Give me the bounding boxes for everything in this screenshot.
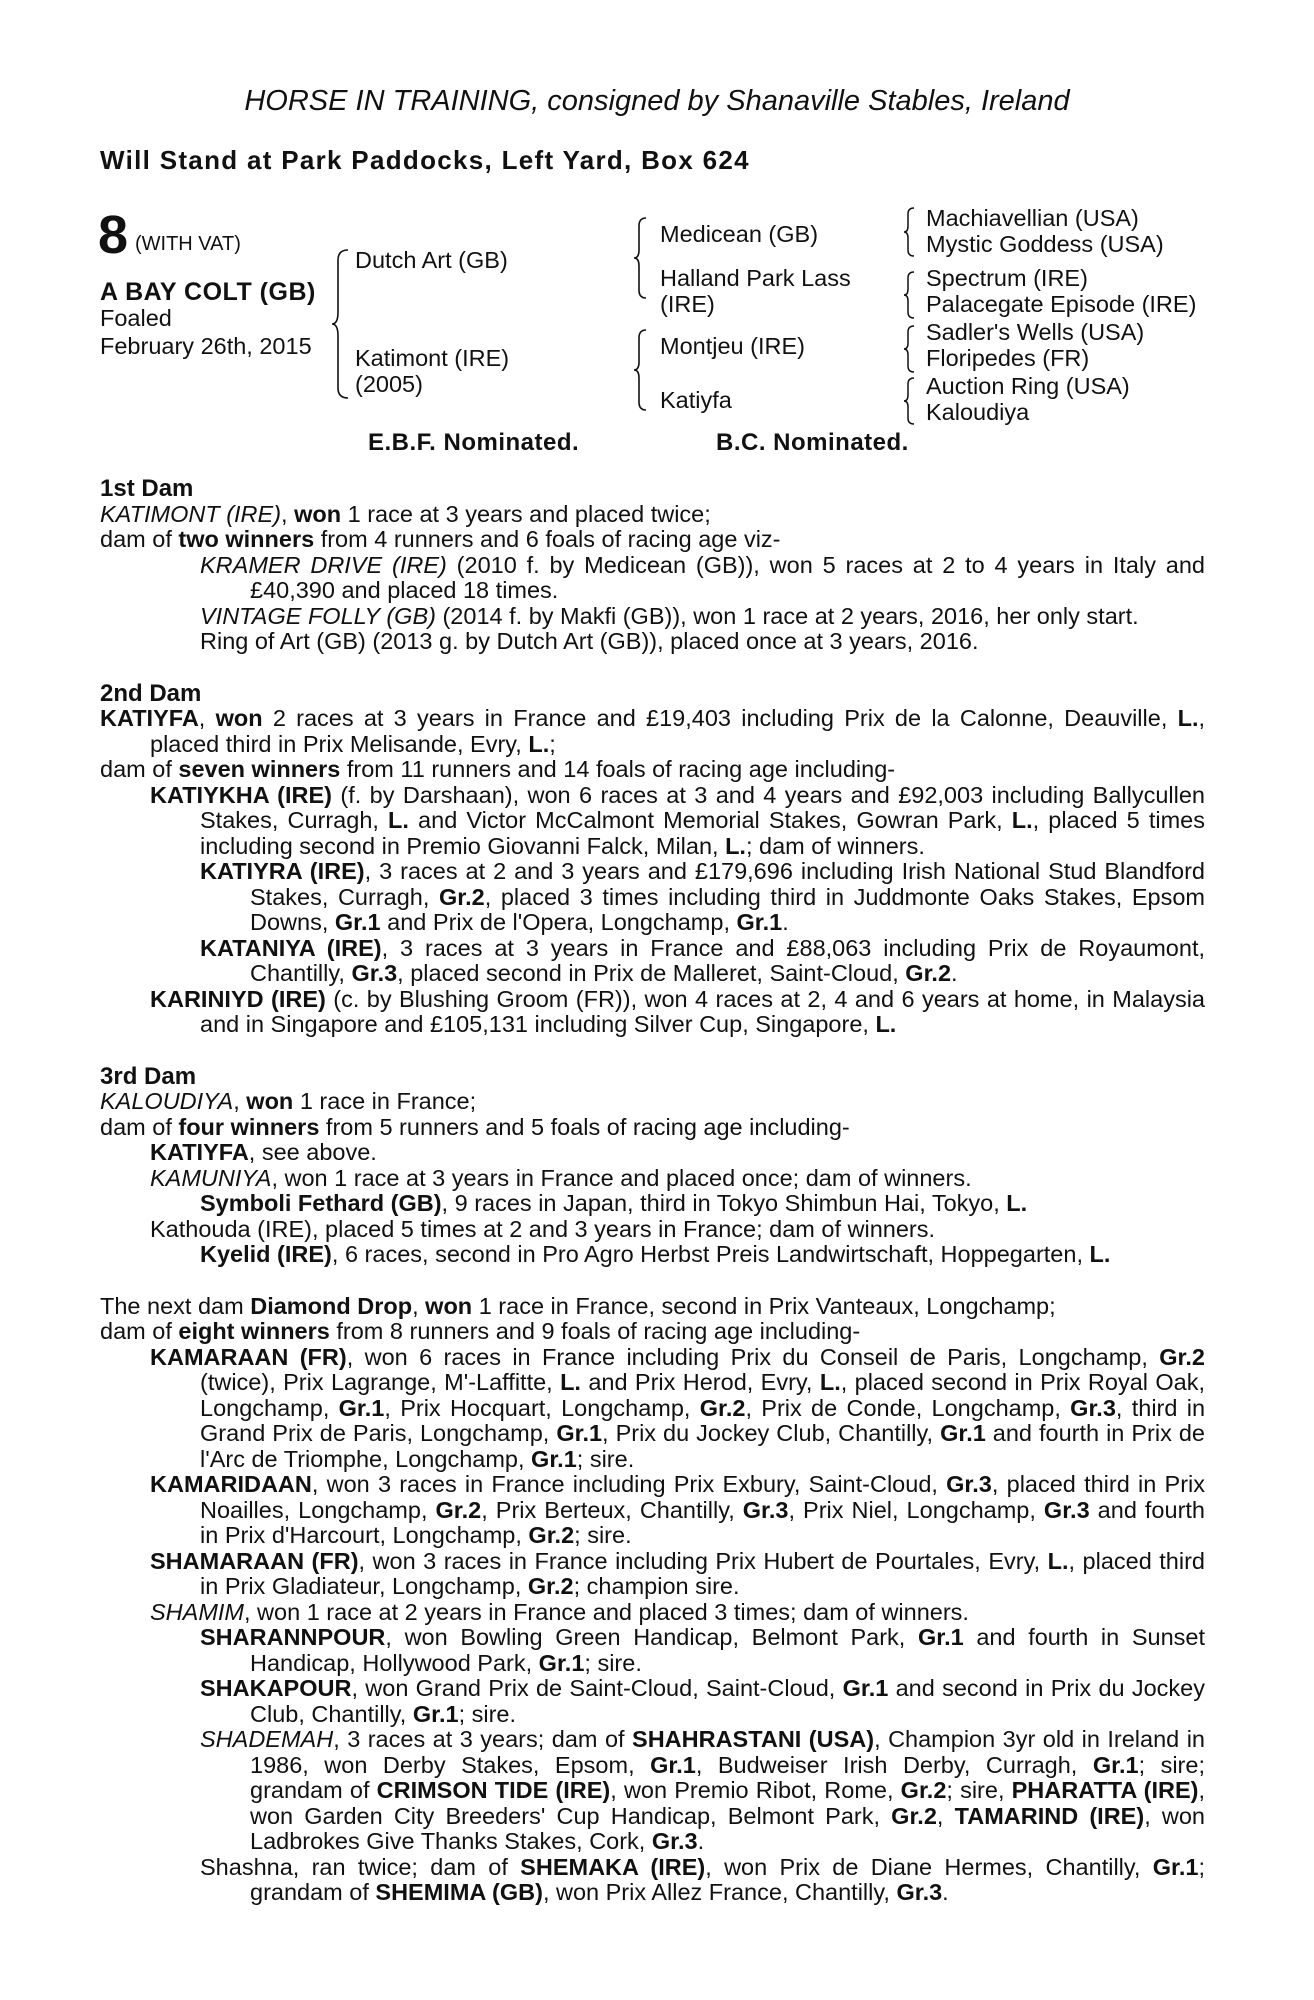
grade-label: Gr.1 (736, 909, 783, 935)
grade-label: Gr.2 (905, 960, 952, 986)
text: (f. by Darshaan), won 6 races at 3 and 4 years and £92,003 including Ballycullen Stakes, Curragh, (200, 781, 1206, 833)
text: The next dam (100, 1292, 251, 1319)
third-dam-line (100, 1089, 1205, 1115)
text: and Prix Herod, Evry, (580, 1369, 820, 1395)
horse-name: KATIYFA (100, 705, 199, 731)
dam: Katimont (IRE) (355, 345, 510, 371)
pedigree-brace-sire (632, 216, 650, 300)
text: and Victor McCalmont Memorial Stakes, Gowran Park, (408, 807, 1012, 833)
text: , see above. (248, 1139, 377, 1165)
listed-label: L. (1177, 705, 1199, 731)
text-bold: won (425, 1292, 473, 1319)
pedigree-body (100, 476, 1205, 1932)
text: (twice), Prix Lagrange, M'-Laffitte, (200, 1369, 561, 1395)
produce-entry (100, 987, 1205, 1038)
dam-name: KALOUDIYA (100, 1088, 234, 1114)
text: , third in Grand Prix de Paris, Longchamp, (200, 1394, 1206, 1446)
listed-label: L. (388, 807, 409, 833)
produce-entry (100, 936, 1205, 987)
pedigree-gen3-1: Machiavellian (USA) (926, 205, 1139, 231)
text: , 3 races at 2 and 3 years and £179,696 including Irish National Stud Blandford Stakes, Curragh, (250, 858, 1205, 910)
sire-sire: Medicean (GB) (660, 221, 819, 247)
text-bold: won (215, 705, 263, 731)
text: 2 races at 3 years in France and £19,403 including Prix de la Calonne, Deauville, (262, 705, 1178, 731)
text: ; sire, (946, 1777, 1012, 1803)
first-dam-produce-intro (100, 527, 1205, 553)
page-title: HORSE IN TRAINING, consigned by Shanaville Stables, Ireland (244, 85, 1070, 117)
grade-label: Gr.1 (650, 1751, 696, 1778)
grade-label: Gr.2 (435, 1496, 482, 1523)
grade-label: Gr.2 (438, 883, 485, 910)
sire-dam: Halland Park Lass (660, 265, 851, 291)
text: . (951, 960, 958, 986)
listed-label: L. (528, 730, 550, 757)
text-bold: eight winners (178, 1318, 330, 1344)
grade-label: Gr.2 (528, 1522, 575, 1548)
text: (2014 f. by Makfi (GB)), won 1 race at 2 years, 2016, her only start. (435, 602, 1139, 629)
listed-label: L. (560, 1369, 581, 1395)
text: , won 1 race at 3 years in France and placed once; dam of winners. (271, 1164, 972, 1191)
text: dam of (100, 1318, 179, 1344)
text: ; sire. (584, 1649, 642, 1676)
text: 1 race in France; (293, 1088, 477, 1114)
listed-label: L. (1089, 1241, 1111, 1267)
text: from 8 runners and 9 foals of racing age including- (329, 1318, 861, 1344)
horse-name: KATIYRA (IRE) (200, 858, 365, 884)
pedigree-brace-3a (902, 206, 918, 258)
produce-entry (100, 1345, 1205, 1473)
horse-name: VINTAGE FOLLY (GB) (200, 602, 436, 629)
first-dam-line (100, 502, 1205, 528)
text: (2010 f. by Medicean (GB)), won 5 races at 2 to 4 years in Italy and £40,390 and placed 18 times. (250, 551, 1205, 603)
text: and fourth in Sunset Handicap, Hollywood Park, (250, 1624, 1206, 1676)
text: , placed second in Prix Royal Oak, Longchamp, (200, 1369, 1205, 1421)
horse-name: KATANIYA (IRE) (200, 934, 382, 961)
horse-name: SHARANNPOUR (200, 1624, 386, 1650)
text: dam of (100, 1113, 179, 1140)
grade-label: Gr.2 (891, 1802, 937, 1829)
grade-label: Gr.3 (1043, 1496, 1090, 1523)
text: and Prix de l'Opera, Longchamp, (380, 909, 737, 935)
next-dam-section (100, 1294, 1205, 1906)
text: 1 race in France, second in Prix Vanteaux, Longchamp; (472, 1292, 1056, 1319)
horse-name: A BAY COLT (GB) (100, 278, 316, 306)
text: ; sire. (576, 1445, 635, 1472)
dam-year: (2005) (355, 371, 423, 397)
text: , Prix Berteux, Chantilly, (481, 1496, 743, 1523)
text: and fourth in Prix d'Harcourt, Longchamp, (200, 1496, 1205, 1548)
text: from 5 runners and 5 foals of racing age including- (319, 1113, 850, 1140)
text: ; grandam of (250, 1853, 1205, 1905)
produce-entry (100, 553, 1205, 604)
listed-label: L. (1006, 1190, 1028, 1216)
text: , (412, 1292, 426, 1319)
produce-entry (100, 1676, 1205, 1727)
horse-name: SHAMARAAN (FR) (150, 1547, 359, 1574)
produce-entry (100, 859, 1205, 936)
pedigree-gen3-2: Mystic Goddess (USA) (926, 231, 1164, 257)
horse-name: KARINIYD (IRE) (150, 985, 326, 1012)
grade-label: Gr.1 (917, 1624, 964, 1650)
horse-name: SHAMIM (150, 1598, 244, 1625)
grade-label: Gr.2 (527, 1573, 574, 1599)
horse-name: CRIMSON TIDE (IRE) (376, 1777, 611, 1803)
horse-name: KAMUNIYA (150, 1164, 272, 1191)
text: , 3 races at 3 years in France and £88,063 including Prix de Royaumont, Chantilly, (250, 934, 1205, 986)
horse-name: KAMARAAN (FR) (150, 1343, 347, 1370)
text: (c. by Blushing Groom (FR)), won 4 races at 2, 4 and 6 years at home, in Malaysia and in Singapore and £105,131 including Silver Cup, Singapore, (200, 985, 1205, 1037)
grade-label: Gr.1 (338, 1394, 385, 1421)
stand-location: Will Stand at Park Paddocks, Left Yard, Box 624 (100, 145, 750, 175)
grade-label: Gr.3 (1070, 1394, 1116, 1421)
listed-label: L. (875, 1011, 897, 1037)
text: ; (549, 730, 556, 757)
text: , placed 5 times including second in Premio Giovanni Falck, Milan, (200, 807, 1205, 859)
pedigree-brace-dam (632, 328, 650, 412)
text: ; sire. (574, 1522, 632, 1548)
grade-label: Gr.2 (900, 1777, 947, 1803)
text: , Prix de Conde, Longchamp, (745, 1394, 1071, 1421)
text: , placed third in Prix Gladiateur, Longchamp, (200, 1547, 1205, 1599)
text: , won 3 races in France including Prix Hubert de Pourtales, Evry, (358, 1547, 1048, 1574)
text: , Prix Hocquart, Longchamp, (384, 1394, 700, 1421)
second-dam-produce-intro (100, 757, 1205, 783)
produce-entry (100, 604, 1205, 630)
horse-name: KATIYKHA (IRE) (150, 781, 333, 808)
second-dam-heading: 2nd Dam (100, 679, 202, 707)
horse-name: Kyelid (IRE) (200, 1241, 332, 1267)
text: , 3 races at 3 years; dam of (333, 1726, 633, 1752)
text: , won Prix de Diane Hermes, Chantilly, (705, 1853, 1153, 1880)
grade-label: Gr.1 (940, 1420, 986, 1446)
text: , Prix du Jockey Club, Chantilly, (602, 1420, 941, 1446)
grade-label: Gr.3 (742, 1496, 789, 1523)
text: , won Bowling Green Handicap, Belmont Park, (385, 1624, 918, 1650)
dam-dam: Katiyfa (660, 387, 732, 413)
third-dam-heading: 3rd Dam (100, 1062, 197, 1090)
horse-name: KAMARIDAAN (150, 1471, 312, 1497)
pedigree-gen3-3: Spectrum (IRE) (926, 265, 1088, 291)
listed-label: L. (1047, 1547, 1069, 1574)
text: , placed second in Prix de Malleret, Saint-Cloud, (397, 960, 906, 986)
text: 1 race at 3 years and placed twice; (341, 500, 711, 527)
grade-label: Gr.3 (896, 1879, 943, 1905)
grade-label: Gr.1 (412, 1700, 459, 1727)
horse-name: TAMARIND (IRE) (954, 1802, 1145, 1829)
text-bold: seven winners (178, 756, 341, 782)
text: . (697, 1828, 705, 1854)
text: . (942, 1879, 949, 1905)
text: and second in Prix du Jockey Club, Chantilly, (250, 1675, 1206, 1727)
pedigree-brace-gen1 (330, 248, 352, 400)
grade-label: Gr.2 (1159, 1343, 1205, 1370)
first-dam-heading: 1st Dam (100, 475, 194, 502)
text: , 6 races, second in Pro Agro Herbst Preis Landwirtschaft, Hoppegarten, (331, 1241, 1090, 1267)
second-dam-section (100, 681, 1205, 1038)
produce-entry (100, 1140, 1205, 1166)
second-dam-line (100, 706, 1205, 757)
text: , (233, 1088, 247, 1114)
text: , won 3 races in France including Prix Exbury, Saint-Cloud, (311, 1471, 947, 1497)
pedigree-gen3-6: Floripedes (FR) (926, 345, 1090, 371)
produce-entry: Kathouda (IRE), placed 5 times at 2 and 3 years in France; dam of winners. (150, 1215, 936, 1242)
produce-entry (100, 1600, 1205, 1626)
text: ; sire. (458, 1700, 517, 1727)
pedigree-brace-3d (902, 376, 918, 426)
text: ; dam of winners. (745, 832, 925, 859)
produce-entry (100, 1727, 1205, 1855)
listed-label: L. (819, 1369, 841, 1395)
horse-name: SHAKAPOUR (200, 1675, 352, 1701)
produce-entry (100, 1855, 1205, 1906)
text: , (198, 705, 216, 731)
bc-nominated: B.C. Nominated. (716, 429, 909, 456)
text: , placed third in Prix Noailles, Longchamp, (200, 1471, 1206, 1523)
text: dam of (100, 526, 179, 552)
produce-entry (100, 1549, 1205, 1600)
text: , 9 races in Japan, third in Tokyo Shimbun Hai, Tokyo, (441, 1190, 1007, 1216)
produce-entry (100, 1625, 1205, 1676)
third-dam-section (100, 1064, 1205, 1268)
horse-name: SHEMIMA (GB) (375, 1879, 543, 1905)
pedigree-gen3-7: Auction Ring (USA) (926, 373, 1130, 399)
grade-label: Gr.1 (556, 1420, 603, 1446)
ebf-nominated: E.B.F. Nominated. (368, 429, 580, 456)
dam-sire: Montjeu (IRE) (660, 333, 805, 359)
foaled-label: Foaled (100, 305, 172, 331)
text: , placed 3 times including third in Juddmonte Oaks Stakes, Epsom Downs, (250, 883, 1205, 935)
text: ; sire; grandam of (250, 1751, 1205, 1803)
text: , won Prix Allez France, Chantilly, (542, 1879, 897, 1905)
text: , won Grand Prix de Saint-Cloud, Saint-Cloud, (351, 1675, 843, 1701)
dam-name: KATIMONT (IRE) (100, 500, 282, 527)
text-bold: won (246, 1088, 294, 1114)
horse-name: PHARATTA (IRE) (1011, 1777, 1199, 1803)
grade-label: Gr.1 (538, 1649, 585, 1676)
text: Shashna, ran twice; dam of (200, 1853, 521, 1880)
text: , won Garden City Breeders' Cup Handicap, Belmont Park, (250, 1777, 1206, 1829)
text: and fourth in Prix de l'Arc de Triomphe, Longchamp, (200, 1420, 1205, 1472)
produce-entry (100, 1166, 1205, 1192)
text: , won Ladbrokes Give Thanks Stakes, Cork, (250, 1802, 1205, 1854)
lot-number: 8 (98, 205, 129, 265)
grade-label: Gr.2 (699, 1394, 746, 1421)
grade-label: Gr.1 (1152, 1853, 1199, 1880)
grade-label: Gr.3 (946, 1471, 992, 1497)
pedigree-brace-3b (902, 270, 918, 320)
text: . (782, 909, 789, 935)
pedigree-brace-3c (902, 324, 918, 374)
grade-label: Gr.1 (1092, 1751, 1139, 1778)
sire: Dutch Art (GB) (355, 247, 508, 273)
produce-entry (100, 783, 1205, 860)
produce-entry: Ring of Art (GB) (2013 g. by Dutch Art (GB)), placed once at 3 years, 2016. (200, 628, 979, 654)
vat-label: (WITH VAT) (135, 233, 241, 255)
grade-label: Gr.1 (842, 1675, 889, 1701)
third-dam-produce-intro (100, 1115, 1205, 1141)
first-dam-section (100, 476, 1205, 655)
grade-label: Gr.3 (351, 960, 398, 986)
pedigree-gen3-5: Sadler's Wells (USA) (926, 319, 1145, 345)
text: , (281, 500, 295, 527)
grade-label: Gr.1 (531, 1445, 577, 1472)
foaled-date: February 26th, 2015 (100, 333, 312, 359)
pedigree-gen3-4: Palacegate Episode (IRE) (926, 291, 1197, 317)
dam-name: Diamond Drop (250, 1292, 413, 1319)
text: ; champion sire. (573, 1573, 740, 1599)
horse-name: Symboli Fethard (GB) (200, 1190, 442, 1216)
text-bold: won (294, 500, 342, 527)
text-bold: four winners (178, 1113, 320, 1140)
text: , won 6 races in France including Prix du Conseil de Paris, Longchamp, (346, 1343, 1160, 1370)
horse-name: KATIYFA (150, 1139, 249, 1165)
produce-entry (100, 1472, 1205, 1549)
horse-name: SHEMAKA (IRE) (520, 1853, 706, 1880)
produce-entry (100, 1242, 1205, 1268)
next-dam-produce-intro (100, 1319, 1205, 1345)
text: , (936, 1802, 955, 1829)
listed-label: L. (725, 832, 746, 859)
pedigree-gen3-8: Kaloudiya (926, 399, 1030, 425)
text: , won 1 race at 2 years in France and placed 3 times; dam of winners. (244, 1598, 969, 1625)
horse-name: SHAHRASTANI (USA) (632, 1726, 875, 1752)
grade-label: Gr.1 (334, 909, 381, 935)
horse-name: KRAMER DRIVE (IRE) (200, 551, 447, 578)
listed-label: L. (1011, 807, 1033, 833)
grade-label: Gr.3 (651, 1828, 698, 1854)
text: , Prix Niel, Longchamp, (788, 1496, 1044, 1523)
text: , Champion 3yr old in Ireland in 1986, won Derby Stakes, Epsom, (250, 1726, 1205, 1778)
text-bold: two winners (178, 526, 315, 552)
text: from 11 runners and 14 foals of racing age including- (340, 756, 896, 782)
text: , placed third in Prix Melisande, Evry, (150, 705, 1206, 757)
text: from 4 runners and 6 foals of racing age viz- (314, 526, 781, 552)
text: , Budweiser Irish Derby, Curragh, (695, 1751, 1093, 1778)
text: , won Premio Ribot, Rome, (610, 1777, 901, 1803)
produce-entry (100, 1191, 1205, 1217)
next-dam-line (100, 1294, 1205, 1320)
sire-dam-suffix: (IRE) (660, 291, 715, 317)
text: dam of (100, 756, 179, 782)
horse-name: SHADEMAH (200, 1726, 334, 1752)
